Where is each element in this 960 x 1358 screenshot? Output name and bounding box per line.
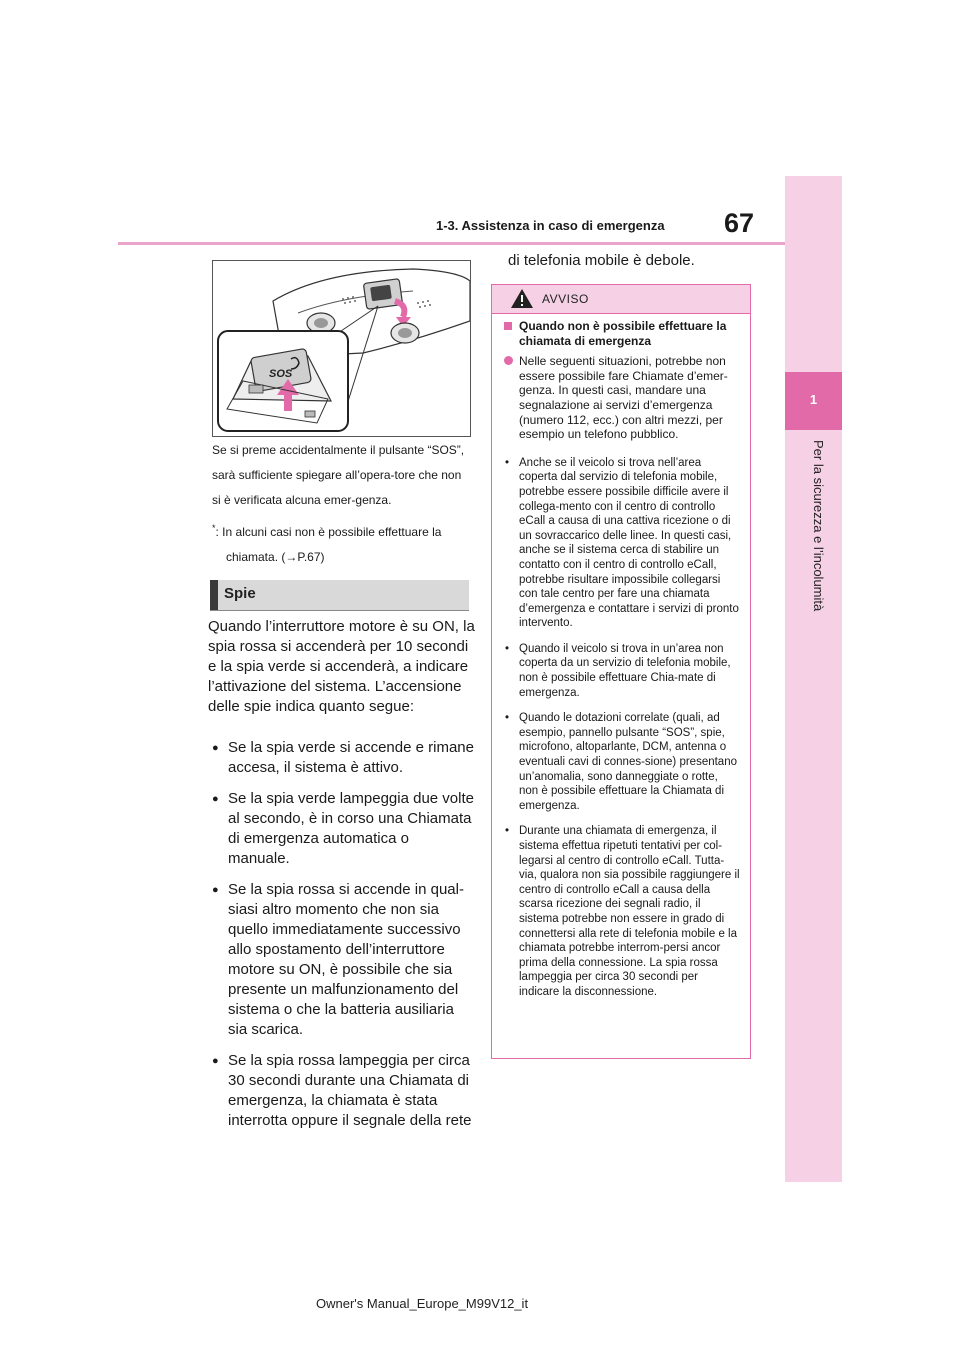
chapter-side-strip [785, 176, 842, 1182]
list-item: ● Se la spia rossa lampeggia per circa 30 secondi durante una Chiamata di emergenza, la chiamata è stata interrotta oppure il segnale della rete [212, 1051, 474, 1131]
heading-marker [210, 580, 218, 610]
list-item: ● Se la spia rossa si accende in qual-siasi altro momento che non sia quello immediatamente successivo allo spostamento dell’interruttore motore su ON, è possibile che sia presente un malfunzionamento del sistema o che la batteria ausiliaria sia scarica. [212, 880, 474, 1040]
chapter-title: Per la sicurezza e l’incolumità [811, 440, 826, 612]
list-item: ● Se la spia verde si accende e rimane accesa, il sistema è attivo. [212, 738, 474, 778]
warning-item: • Durante una chiamata di emergenza, il sistema effettua ripetuti tentativi per col-legarsi al centro di controllo eCall. Tutta-via, qualora non sia possibile raggiungere il centro di controllo eCall a causa della scarsa ricezione dei segnali radio, il sistema potrebbe non essere in grado di connettersi alla rete di telefonia mobile e la chiamata potrebbe interrom-persi ancor prima della connessione. La spia rossa lampeggia per circa 30 secondi per indicare la disconnessione. [504, 824, 740, 999]
overhead-console-drawing [213, 261, 470, 436]
warning-triangle-icon [510, 287, 534, 309]
warning-header [492, 285, 750, 314]
body-paragraph: Quando l’interruttore motore è su ON, la spia rossa si accenderà per 10 secondi e la spia verde si accenderà, a indicare l’attivazione del sistema. L’accensione delle spie indica quanto segue: [208, 618, 475, 715]
footnote-text: : In alcuni casi non è possibile effettuare la chiamata. (→P.67) [215, 525, 442, 564]
chapter-tab[interactable] [785, 372, 842, 430]
page-number: 67 [724, 208, 755, 238]
section-title: 1-3. Assistenza in caso di emergenza [436, 218, 665, 233]
warning-title: AVVISO [542, 292, 589, 306]
footnote-marker: * [212, 523, 216, 533]
header-rule [118, 242, 785, 245]
section-heading-label: Spie [224, 585, 256, 602]
warning-item: • Quando le dotazioni correlate (quali, ad esempio, pannello pulsante “SOS”, spie, microfono, altoparlante, DCM, antenna o eventuali cavi di connes-sione) presentano un’anomalia, sono danneggiate o rotte, non è possibile effettuare la Chiamata di emergenza. [504, 711, 740, 813]
continued-text: di telefonia mobile è debole. [508, 252, 695, 269]
warning-item: • Anche se il veicolo si trova nell’area coperta dal servizio di telefonia mobile, potrebbe essere possibile difficile avere il collega-mento con il centro di controllo eCall a causa di una cattiva ricezione o di un sovraccarico delle linee. In questi casi, anche se il sistema cerca di stabilire un contatto con il centro di controllo eCall, potrebbe risultare impossibile collegarsi con tale centro per fare una chiamata d’emergenza e contattare i servizi di pronto intervento. [504, 456, 740, 631]
sos-label: SOS [269, 368, 293, 380]
section-heading [210, 580, 469, 611]
warning-content [504, 319, 740, 1011]
footnote [212, 516, 472, 570]
warning-intro: Nelle seguenti situazioni, potrebbe non essere possibile fare Chiamate d’emer-genza. In questi casi, mandare una segnalazione ai servizi d’emergenza (numero 112, ecc.) con altri mezzi, per esempio un telefono pubblico. [504, 354, 740, 442]
indicator-list [212, 738, 474, 1142]
footer-text: Owner's Manual_Europe_M99V12_it [316, 1296, 529, 1311]
illustration-caption: Se si preme accidentalmente il pulsante “SOS”, sarà sufficiente spiegare all’opera-tore che non si è verificata alcuna emer-genza. [212, 443, 465, 507]
list-item: ● Se la spia verde lampeggia due volte al secondo, è in corso una Chiamata di emergenza automatica o manuale. [212, 789, 474, 869]
chapter-number: 1 [809, 392, 818, 407]
chapter-title-vertical [812, 440, 828, 640]
warning-item: • Quando il veicolo si trova in un’area non coperta da un servizio di telefonia mobile, non è possibile effettuare Chia-mate di emergenza. [504, 642, 740, 700]
warning-subheading: Quando non è possibile effettuare la chiamata di emergenza [504, 319, 740, 348]
warning-box [491, 284, 751, 1059]
sos-button-illustration [212, 260, 471, 437]
